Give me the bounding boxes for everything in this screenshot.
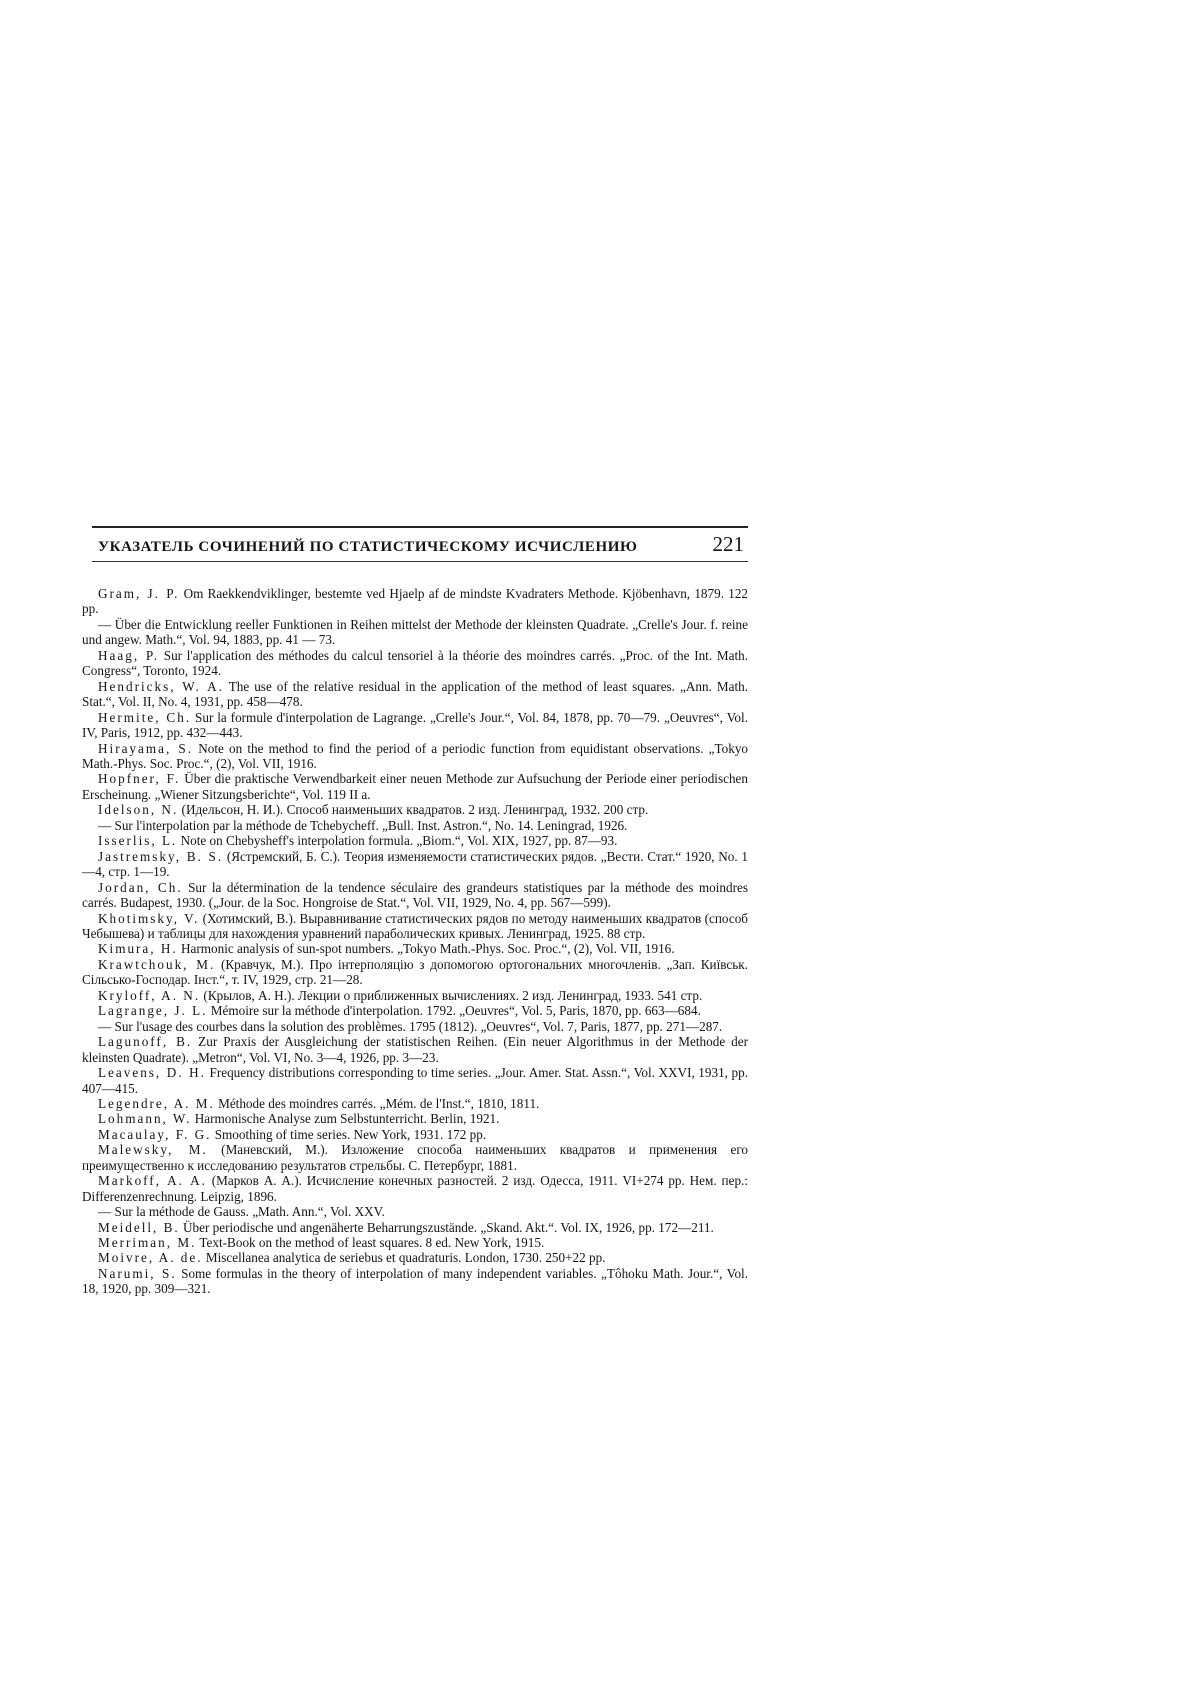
entry-text: — Sur la méthode de Gauss. „Math. Ann.“, Vol. XXV. [98, 1204, 385, 1220]
bibliography-entry [82, 617, 748, 648]
entry-author: Leavens, D. H. [98, 1065, 206, 1081]
bibliography-entry [82, 586, 748, 617]
bibliography-entry [82, 941, 748, 956]
running-head: УКАЗАТЕЛЬ СОЧИНЕНИЙ ПО СТАТИСТИЧЕСКОМУ ИСЧИСЛЕНИЮ [98, 539, 638, 555]
bibliography-entry [82, 771, 748, 802]
entry-author: Merriman, M. [98, 1235, 197, 1251]
entry-text: Frequency distributions corresponding to time series. „Jour. Amer. Stat. Assn.“, Vol. XXVI, 1931, pp. 407—415. [82, 1065, 749, 1096]
entry-text: (Ястремский, Б. С.). Теория изменяемости статистических рядов. „Вести. Стат.“ 1920, No. 1—4, стр. 1—19. [82, 848, 748, 880]
bibliography-entry [82, 833, 748, 848]
top-rule [92, 526, 748, 528]
entry-text: Über periodische und angenäherte Beharrungszustände. „Skand. Akt.“. Vol. IX, 1926, pp. 172—211. [179, 1219, 714, 1235]
bibliography-entry [82, 957, 748, 988]
entry-text: (Марков А. А.). Исчисление конечных разностей. 2 изд. Одесса, 1911. VI+274 pp. Нем. пер.: Differenzenrechnung. Leipzig, 1896. [82, 1173, 748, 1204]
entry-text: Sur l'application des méthodes du calcul tensoriel à la théorie des moindres carrés. „Proc. of the Int. Math. Congress“, Toronto, 1924. [82, 647, 748, 679]
entry-author: Moivre, A. de. [98, 1250, 203, 1266]
bibliography-entry [82, 1266, 748, 1297]
entry-text: Zur Praxis der Ausgleichung der statistischen Reihen. (Ein neuer Algorithmus in der Methode der kleinsten Quadrate). „Metron“, Vol. VI, No. 3—4, 1926, pp. 3—23. [82, 1034, 748, 1065]
entry-text: Harmonic analysis of sun-spot numbers. „Tokyo Math.-Phys. Soc. Proc.“, (2), Vol. VII, 1916. [177, 941, 675, 957]
entry-author: Kryloff, A. N. [98, 987, 201, 1003]
entry-author: Meidell, B. [98, 1219, 180, 1235]
entry-author: Haag, P. [98, 647, 160, 663]
bibliography-entry [82, 880, 748, 911]
entry-text: Sur la formule d'interpolation de Lagrange. „Crelle's Jour.“, Vol. 84, 1878, pp. 70—79. „Oeuvres“, Vol. IV, Paris, 1912, pp. 432—443. [82, 709, 748, 741]
bibliography-entry [82, 1034, 748, 1065]
bibliography-entry [82, 1220, 748, 1235]
entry-text: Om Raekkendviklinger, bestemte ved Hjaelp af de mindste Kvadraters Methode. Kjöbenhavn, 1879. 122 pp. [82, 586, 749, 617]
page-number: 221 [712, 532, 744, 556]
entry-author: Lohmann, W. [98, 1111, 192, 1127]
entry-author: Isserlis, L. [98, 833, 178, 849]
entry-text: (Кравчук, М.). Про інтерполяцію з допомогою ортогональних многочленів. „Зап. Київськ. Сільсько-Господар. Інст.“, т. IV, 1929, стр. 21—28. [82, 956, 748, 988]
bibliography-entry [82, 679, 748, 710]
entry-text: Some formulas in the theory of interpolation of many independent variables. „Tôhoku Math. Jour.“, Vol. 18, 1920, pp. 309—321. [82, 1265, 748, 1297]
bibliography-entry [82, 1096, 748, 1111]
bibliography-entry [82, 1204, 748, 1219]
entry-text: Über die praktische Verwendbarkeit einer neuen Methode zur Aufsuchung der Periode einer periodischen Erscheinung. „Wiener Sitzungsberichte“, Vol. 119 II a. [82, 771, 748, 802]
page-header [92, 532, 748, 558]
bibliography-entry [82, 1250, 748, 1265]
bibliography-entry [82, 1127, 748, 1142]
entry-author: Lagunoff, B. [98, 1034, 193, 1050]
entry-text: Note on the method to find the period of a periodic function from equidistant observations. „Tokyo Math.-Phys. Soc. Proc.“, (2), Vol. VII, 1916. [82, 740, 749, 771]
entry-author: Malewsky, M. [98, 1142, 208, 1158]
entry-text: Smoothing of time series. New York, 1931. 172 pp. [211, 1126, 487, 1142]
bibliography-entry [82, 802, 748, 817]
entry-text: Note on Chebysheff's interpolation formula. „Biom.“, Vol. XIX, 1927, pp. 87—93. [177, 833, 618, 849]
entry-text: (Идельсон, Н. И.). Способ наименьших квадратов. 2 изд. Ленинград, 1932. 200 стр. [178, 802, 649, 818]
entry-author: Narumi, S. [98, 1265, 177, 1281]
bibliography-entry [82, 1065, 748, 1096]
bibliography-entry [82, 911, 748, 942]
entry-text: The use of the relative residual in the application of the method of least squares. „Ann. Math. Stat.“, Vol. II, No. 4, 1931, pp. 458—478. [82, 678, 748, 710]
entry-text: (Крылов, А. Н.). Лекции о приближенных вычислениях. 2 изд. Ленинград, 1933. 541 стр. [200, 987, 703, 1003]
bibliography-entry [82, 1111, 748, 1126]
entry-text: (Маневский, М.). Изложение способа наименьших квадратов и применения его преимущественно к исследованию результатов стрельбы. С. Петербург, 1881. [82, 1142, 749, 1173]
entry-author: Markoff, A. A. [98, 1173, 207, 1189]
bibliography-entry [82, 741, 748, 772]
bibliography-entry [82, 849, 748, 880]
bibliography-entry [82, 648, 748, 679]
bibliography-entry [82, 988, 748, 1003]
header-rule [92, 561, 748, 562]
entry-author: Jastremsky, B. S. [98, 848, 224, 864]
bibliography-entry [82, 1003, 748, 1018]
bibliography-entry [82, 1173, 748, 1204]
entry-text: Text-Book on the method of least squares. 8 ed. New York, 1915. [196, 1235, 545, 1251]
entry-author: Hermite, Ch. [98, 709, 192, 725]
entry-text: — Über die Entwicklung reeller Funktionen in Reihen mittelst der Methode der kleinsten Quadrate. „Crelle's Jour. f. reine und angew. Math.“, Vol. 94, 1883, pp. 41 — 73. [82, 616, 748, 648]
entry-text: Harmonische Analyse zum Selbstunterricht. Berlin, 1921. [191, 1111, 500, 1127]
bibliography-list [82, 586, 748, 1297]
entry-text: (Хотимский, В.). Выравнивание статистических рядов по методу наименьших квадратов (способ Чебышева) и таблицы для нахождения уравнений параболических кривых. Ленинград, 1925. 88 стр. [82, 910, 749, 941]
bibliography-entry [82, 1142, 748, 1173]
entry-text: Sur la détermination de la tendence séculaire des grandeurs statistiques par la méthode des moindres carrés. Budapest, 1930. („Jour. de la Soc. Hongroise de Stat.“, Vol. VII, 1929, No. 4, pp. 567—599). [82, 879, 748, 911]
bibliography-entry [82, 710, 748, 741]
entry-author: Idelson, N. [98, 802, 179, 818]
entry-text: Méthode des moindres carrés. „Mém. de l'Inst.“, 1810, 1811. [214, 1095, 540, 1111]
bibliography-entry [82, 1235, 748, 1250]
entry-text: — Sur l'usage des courbes dans la solution des problèmes. 1795 (1812). „Oeuvres“, Vol. 7, Paris, 1877, pp. 271—287. [98, 1018, 723, 1034]
entry-author: Krawtchouk, M. [98, 956, 216, 972]
entry-author: Kimura, H. [98, 941, 178, 957]
bibliography-entry [82, 818, 748, 833]
entry-author: Jordan, Ch. [98, 879, 183, 895]
entry-author: Khotimsky, V. [98, 910, 200, 926]
entry-text: — Sur l'interpolation par la méthode de Tchebycheff. „Bull. Inst. Astron.“, No. 14. Leningrad, 1926. [98, 817, 628, 833]
entry-text: Mémoire sur la méthode d'interpolation. 1792. „Oeuvres“, Vol. 5, Paris, 1870, pp. 663—684. [207, 1003, 701, 1019]
entry-author: Hopfner, F. [98, 771, 181, 787]
entry-author: Macaulay, F. G. [98, 1126, 212, 1142]
entry-author: Lagrange, J. L. [98, 1003, 208, 1019]
entry-author: Legendre, A. M. [98, 1095, 215, 1111]
entry-author: Gram, J. P. [98, 586, 180, 601]
bibliography-entry [82, 1019, 748, 1034]
entry-author: Hendricks, W. A. [98, 678, 224, 694]
entry-author: Hirayama, S. [98, 740, 194, 756]
entry-text: Miscellanea analytica de seriebus et quadraturis. London, 1730. 250+22 pp. [202, 1250, 606, 1266]
